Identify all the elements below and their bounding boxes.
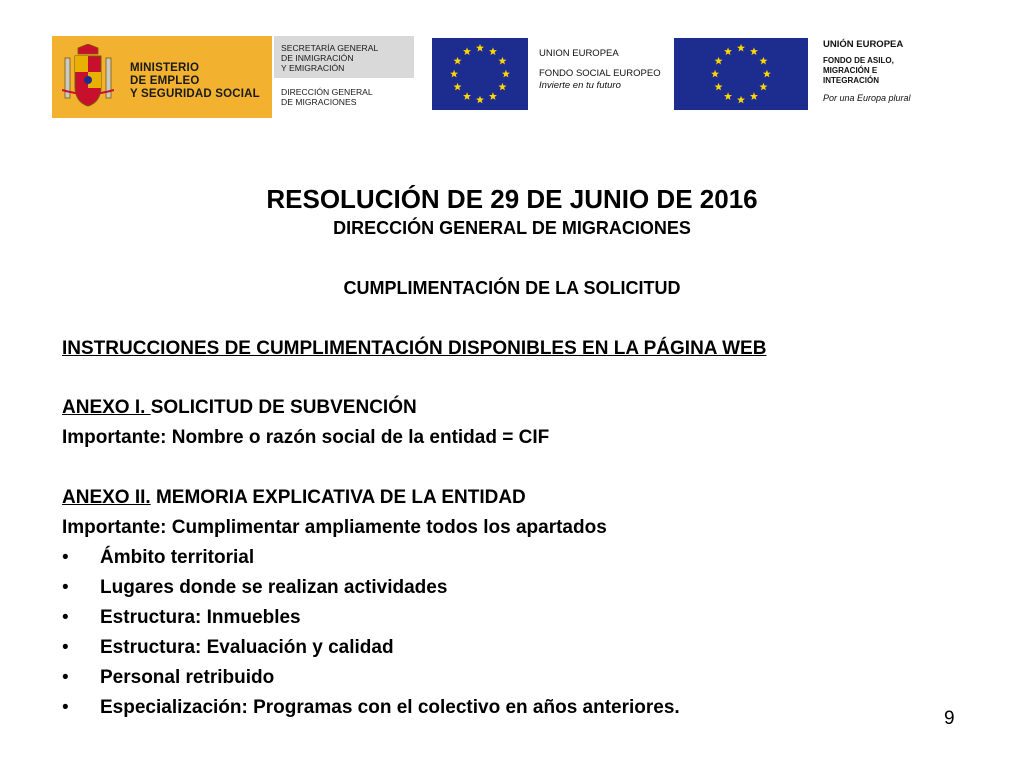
bullet-icon: • bbox=[62, 577, 69, 598]
ministerio-line: MINISTERIO bbox=[130, 62, 200, 74]
star-icon bbox=[498, 57, 506, 65]
list-item-text: Estructura: Evaluación y calidad bbox=[100, 637, 394, 658]
anexo-1-note: Importante: Nombre o razón social de la entidad = CIF bbox=[62, 427, 550, 448]
ue-fse-logo bbox=[539, 48, 661, 92]
direccion-line: DE MIGRACIONES bbox=[281, 97, 357, 107]
star-icon bbox=[463, 47, 471, 55]
ue-famig-line: FONDO DE ASILO, bbox=[823, 56, 894, 65]
list-item-text: Estructura: Inmuebles bbox=[100, 607, 301, 628]
star-icon bbox=[489, 92, 497, 100]
star-icon bbox=[715, 57, 723, 65]
anexo-1-title: SOLICITUD DE SUBVENCIÓN bbox=[150, 397, 417, 418]
eu-flag-icon bbox=[432, 38, 528, 110]
list-item bbox=[62, 667, 274, 689]
star-icon bbox=[763, 70, 771, 78]
ue-fse-line: UNION EUROPEA bbox=[539, 48, 619, 59]
star-icon bbox=[476, 44, 484, 52]
instructions-line: INSTRUCCIONES DE CUMPLIMENTACIÓN DISPONIBLES EN LA PÁGINA WEB bbox=[62, 338, 767, 359]
ministerio-line: DE EMPLEO bbox=[130, 75, 200, 87]
star-icon bbox=[737, 44, 745, 52]
list-item-text: Lugares donde se realizan actividades bbox=[100, 577, 448, 598]
secretaria-line: DE INMIGRACIÓN bbox=[281, 53, 354, 63]
direccion-line: DIRECCIÓN GENERAL bbox=[281, 87, 373, 97]
ministerio-logo bbox=[52, 36, 272, 118]
ue-famig-line: MIGRACIÓN E bbox=[823, 66, 878, 75]
secretaria-line: Y EMIGRACIÓN bbox=[281, 63, 345, 73]
anexo-2-label: ANEXO II. bbox=[62, 487, 151, 508]
ministerio-line: Y SEGURIDAD SOCIAL bbox=[130, 88, 260, 100]
bullet-icon: • bbox=[62, 637, 69, 658]
star-icon bbox=[463, 92, 471, 100]
list-item-text: Ámbito territorial bbox=[100, 547, 255, 568]
star-icon bbox=[450, 70, 458, 78]
star-icon bbox=[724, 47, 732, 55]
list-item-text: Especialización: Programas con el colectivo en años anteriores. bbox=[100, 697, 680, 718]
coat-of-arms-icon bbox=[62, 44, 114, 110]
star-icon bbox=[737, 96, 745, 104]
ue-fse-line: FONDO SOCIAL EUROPEO bbox=[539, 68, 661, 79]
page-title: RESOLUCIÓN DE 29 DE JUNIO DE 2016 bbox=[266, 184, 758, 214]
ue-famig-line: UNIÓN EUROPEA bbox=[823, 39, 904, 50]
star-icon bbox=[454, 83, 462, 91]
ue-famig-line: INTEGRACIÓN bbox=[823, 76, 879, 85]
ue-fse-motto: Invierte en tu futuro bbox=[539, 80, 621, 91]
star-icon bbox=[724, 92, 732, 100]
bullet-icon: • bbox=[62, 697, 69, 718]
star-icon bbox=[711, 70, 719, 78]
list-item bbox=[62, 697, 680, 719]
anexo-1-label: ANEXO I. bbox=[62, 397, 151, 418]
eu-flag-icon bbox=[674, 38, 808, 110]
anexo-1-heading bbox=[62, 397, 417, 419]
bullet-icon: • bbox=[62, 607, 69, 628]
anexo-2-heading bbox=[62, 487, 526, 509]
bullet-icon: • bbox=[62, 667, 69, 688]
star-icon bbox=[476, 96, 484, 104]
ue-famig-motto: Por una Europa plural bbox=[823, 93, 911, 103]
star-icon bbox=[715, 83, 723, 91]
star-icon bbox=[750, 47, 758, 55]
secretaria-logo bbox=[274, 36, 414, 78]
star-icon bbox=[454, 57, 462, 65]
star-icon bbox=[498, 83, 506, 91]
star-icon bbox=[759, 57, 767, 65]
star-icon bbox=[502, 70, 510, 78]
list-item bbox=[62, 577, 447, 599]
section-heading: CUMPLIMENTACIÓN DE LA SOLICITUD bbox=[343, 278, 681, 298]
anexo-2-title: MEMORIA EXPLICATIVA DE LA ENTIDAD bbox=[150, 487, 526, 508]
page-number: 9 bbox=[944, 708, 955, 729]
ue-famig-logo bbox=[823, 40, 911, 103]
page-subtitle: DIRECCIÓN GENERAL DE MIGRACIONES bbox=[333, 218, 691, 238]
star-icon bbox=[750, 92, 758, 100]
star-icon bbox=[489, 47, 497, 55]
bullet-icon: • bbox=[62, 547, 69, 568]
secretaria-line: SECRETARÍA GENERAL bbox=[281, 43, 379, 53]
anexo-2-note: Importante: Cumplimentar ampliamente todos los apartados bbox=[62, 517, 607, 538]
list-item bbox=[62, 607, 301, 629]
direccion-logo bbox=[274, 80, 414, 118]
list-item-text: Personal retribuido bbox=[100, 667, 275, 688]
star-icon bbox=[759, 83, 767, 91]
list-item bbox=[62, 637, 394, 659]
list-item bbox=[62, 547, 254, 569]
ministerio-text bbox=[130, 62, 260, 101]
